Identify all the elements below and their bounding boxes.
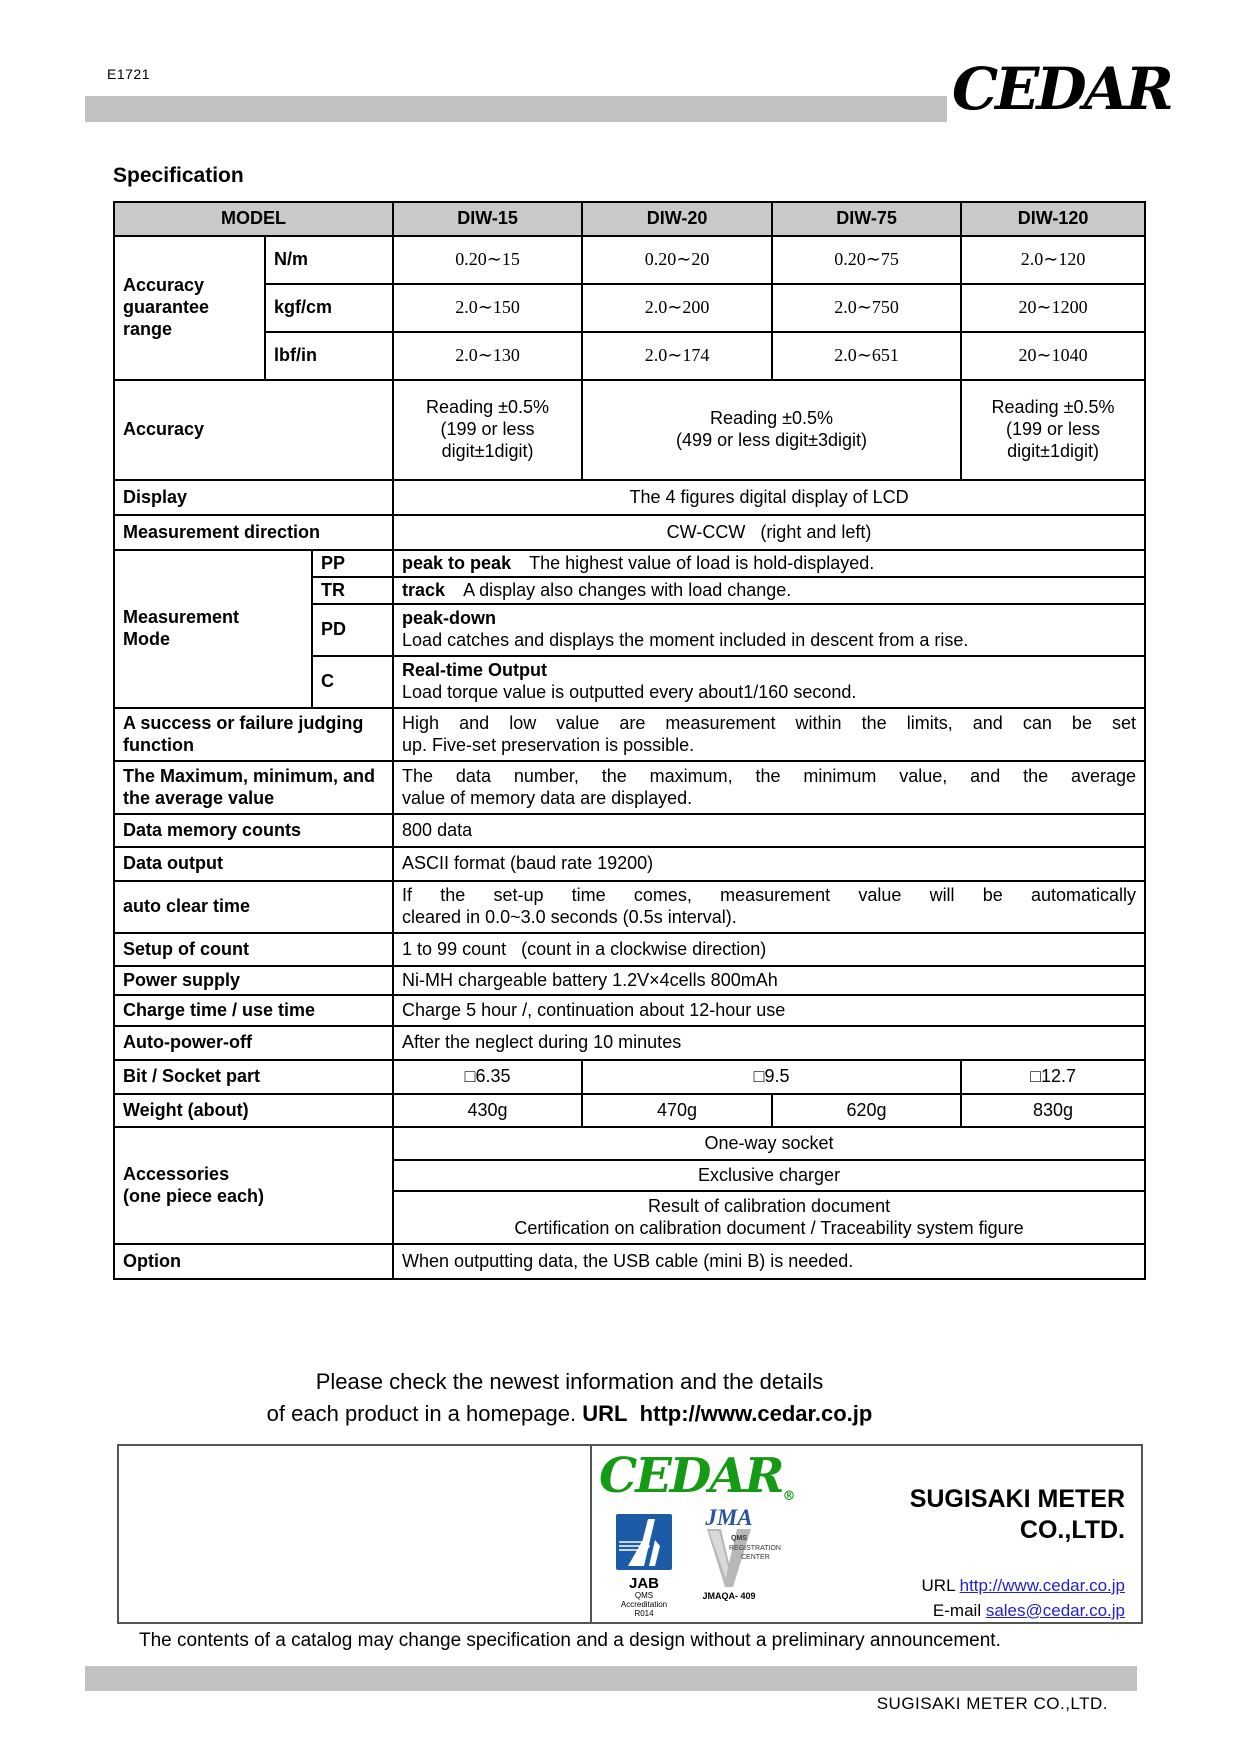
jab-logo-icon: JAB QMS Accreditation R014: [613, 1514, 675, 1618]
company-info-box: [117, 1444, 1143, 1624]
cedar-logo-icon: CEDAR: [952, 55, 1171, 123]
accuracy-diw15: Reading ±0.5% (199 or less digit±1digit): [393, 380, 582, 480]
row-label-accessories: Accessories (one piece each): [114, 1127, 393, 1244]
company-links: [922, 1574, 1125, 1623]
model-diw75: DIW-75: [772, 202, 961, 236]
row-label-minmax: The Maximum, minimum, and the average value: [114, 761, 393, 814]
unit-lbfin: lbf/in: [265, 332, 393, 380]
unit-nm: N/m: [265, 236, 393, 284]
catalog-disclaimer: The contents of a catalog may change specification and a design without a preliminary announcement.: [139, 1630, 1001, 1651]
accessories-row-1: [114, 1127, 1145, 1160]
autopoweroff-value: After the neglect during 10 minutes: [393, 1026, 1145, 1060]
header-bar: [85, 96, 947, 122]
range-value: 0.20∼75: [772, 236, 961, 284]
range-value: 2.0∼130: [393, 332, 582, 380]
row-label-option: Option: [114, 1244, 393, 1279]
socket-row: [114, 1060, 1145, 1094]
doc-code: E1721: [107, 66, 150, 82]
memory-value: 800 data: [393, 814, 1145, 847]
option-row: [114, 1244, 1145, 1279]
model-header: MODEL: [114, 202, 393, 236]
notice-line1: Please check the newest information and the details: [315, 1369, 824, 1394]
mode-code-pd: PD: [312, 604, 393, 656]
box-divider: [590, 1446, 592, 1622]
option-value: When outputting data, the USB cable (mini B) is needed.: [393, 1244, 1145, 1279]
power-row: [114, 966, 1145, 995]
judging-value: High and low value are measurement within the limits, and can be set up. Five-set preservation is possible.: [393, 708, 1145, 761]
weight-diw15: 430g: [393, 1094, 582, 1127]
mode-desc-c: Real-time Output Load torque value is outputted every about1/160 second.: [393, 656, 1145, 708]
row-label-direction: Measurement direction: [114, 515, 393, 550]
range-value: 20∼1040: [961, 332, 1145, 380]
website-link[interactable]: http://www.cedar.co.jp: [959, 1576, 1125, 1595]
accuracy-diw20-75: Reading ±0.5% (499 or less digit±3digit): [582, 380, 961, 480]
jma-logo-icon: JMA QMS REGISTRATION CENTER JMAQA- 409: [679, 1506, 779, 1601]
row-label-accuracy-range: Accuracy guarantee range: [114, 236, 265, 380]
range-value: 0.20∼15: [393, 236, 582, 284]
accessory-charger: Exclusive charger: [393, 1160, 1145, 1191]
setup-value: 1 to 99 count (count in a clockwise direction): [393, 933, 1145, 966]
direction-row: [114, 515, 1145, 550]
registered-mark: ®: [782, 1489, 796, 1504]
model-diw15: DIW-15: [393, 202, 582, 236]
homepage-notice: [117, 1366, 1022, 1431]
company-name: SUGISAKI METER CO.,LTD.: [909, 1485, 1125, 1545]
row-label-judging: A success or failure judging function: [114, 708, 393, 761]
accuracy-range-row-nm: [114, 236, 1145, 284]
accuracy-diw120: Reading ±0.5% (199 or less digit±1digit): [961, 380, 1145, 480]
judging-row: [114, 708, 1145, 761]
minmax-row: [114, 761, 1145, 814]
row-label-memory: Data memory counts: [114, 814, 393, 847]
charge-value: Charge 5 hour /, continuation about 12-hour use: [393, 995, 1145, 1026]
specification-table: [113, 201, 1146, 1280]
mode-desc-pp: peak to peak The highest value of load is hold-displayed.: [393, 550, 1145, 577]
direction-value: CW-CCW (right and left): [393, 515, 1145, 550]
specification-table-wrap: [113, 201, 1146, 1280]
row-label-socket: Bit / Socket part: [114, 1060, 393, 1094]
model-diw20: DIW-20: [582, 202, 772, 236]
accuracy-range-row-lbfin: [114, 332, 1145, 380]
socket-diw15: □6.35: [393, 1060, 582, 1094]
range-value: 0.20∼20: [582, 236, 772, 284]
footer-company-name: SUGISAKI METER CO.,LTD.: [876, 1694, 1108, 1713]
url-line: URL http://www.cedar.co.jp: [921, 1576, 1125, 1595]
row-label-autoclear: auto clear time: [114, 881, 393, 933]
range-value: 2.0∼651: [772, 332, 961, 380]
mode-desc-pd: peak-down Load catches and displays the moment included in descent from a rise.: [393, 604, 1145, 656]
accessory-socket: One-way socket: [393, 1127, 1145, 1160]
output-value: ASCII format (baud rate 19200): [393, 847, 1145, 881]
row-label-weight: Weight (about): [114, 1094, 393, 1127]
email-link[interactable]: sales@cedar.co.jp: [985, 1600, 1125, 1620]
mode-code-c: C: [312, 656, 393, 708]
range-value: 2.0∼120: [961, 236, 1145, 284]
row-label-output: Data output: [114, 847, 393, 881]
jab-mark-icon: [616, 1514, 672, 1570]
row-label-measurement-mode: Measurement Mode: [114, 550, 312, 708]
unit-kgfcm: kgf/cm: [265, 284, 393, 332]
memory-row: [114, 814, 1145, 847]
table-header-row: [114, 202, 1145, 236]
display-value: The 4 figures digital display of LCD: [393, 480, 1145, 515]
row-label-display: Display: [114, 480, 393, 515]
charge-row: [114, 995, 1145, 1026]
weight-row: [114, 1094, 1145, 1127]
range-value: 2.0∼174: [582, 332, 772, 380]
weight-diw20: 470g: [582, 1094, 772, 1127]
row-label-power: Power supply: [114, 966, 393, 995]
setup-row: [114, 933, 1145, 966]
weight-diw120: 830g: [961, 1094, 1145, 1127]
socket-diw120: □12.7: [961, 1060, 1145, 1094]
notice-line2: of each product in a homepage. URL http://www.cedar.co.jp: [266, 1401, 873, 1427]
mode-row-pp: [114, 550, 1145, 577]
footer-bar: [85, 1666, 1137, 1691]
notice-url: URL http://www.cedar.co.jp: [582, 1401, 873, 1427]
range-value: 20∼1200: [961, 284, 1145, 332]
cedar-logo-green-icon: CEDAR®: [599, 1448, 796, 1504]
range-value: 2.0∼750: [772, 284, 961, 332]
output-row: [114, 847, 1145, 881]
power-value: Ni-MH chargeable battery 1.2V×4cells 800mAh: [393, 966, 1145, 995]
socket-diw20-75: □9.5: [582, 1060, 961, 1094]
page-title: Specification: [113, 164, 244, 187]
range-value: 2.0∼200: [582, 284, 772, 332]
autoclear-value: If the set-up time comes, measurement value will be automatically cleared in 0.0~3.0 seconds (0.5s interval).: [393, 881, 1145, 933]
mode-desc-tr: track A display also changes with load change.: [393, 577, 1145, 604]
row-label-accuracy: Accuracy: [114, 380, 393, 480]
row-label-setup: Setup of count: [114, 933, 393, 966]
weight-diw75: 620g: [772, 1094, 961, 1127]
minmax-value: The data number, the maximum, the minimum value, and the average value of memory data are displayed.: [393, 761, 1145, 814]
row-label-charge: Charge time / use time: [114, 995, 393, 1026]
row-label-autopoweroff: Auto-power-off: [114, 1026, 393, 1060]
mode-code-tr: TR: [312, 577, 393, 604]
display-row: [114, 480, 1145, 515]
accuracy-row: [114, 380, 1145, 480]
autoclear-row: [114, 881, 1145, 933]
mode-code-pp: PP: [312, 550, 393, 577]
range-value: 2.0∼150: [393, 284, 582, 332]
accessory-calibration: Result of calibration document Certification on calibration document / Traceability system figure: [393, 1191, 1145, 1244]
autopoweroff-row: [114, 1026, 1145, 1060]
model-diw120: DIW-120: [961, 202, 1145, 236]
email-line: E-mail sales@cedar.co.jp: [932, 1600, 1125, 1620]
accuracy-range-row-kgfcm: [114, 284, 1145, 332]
